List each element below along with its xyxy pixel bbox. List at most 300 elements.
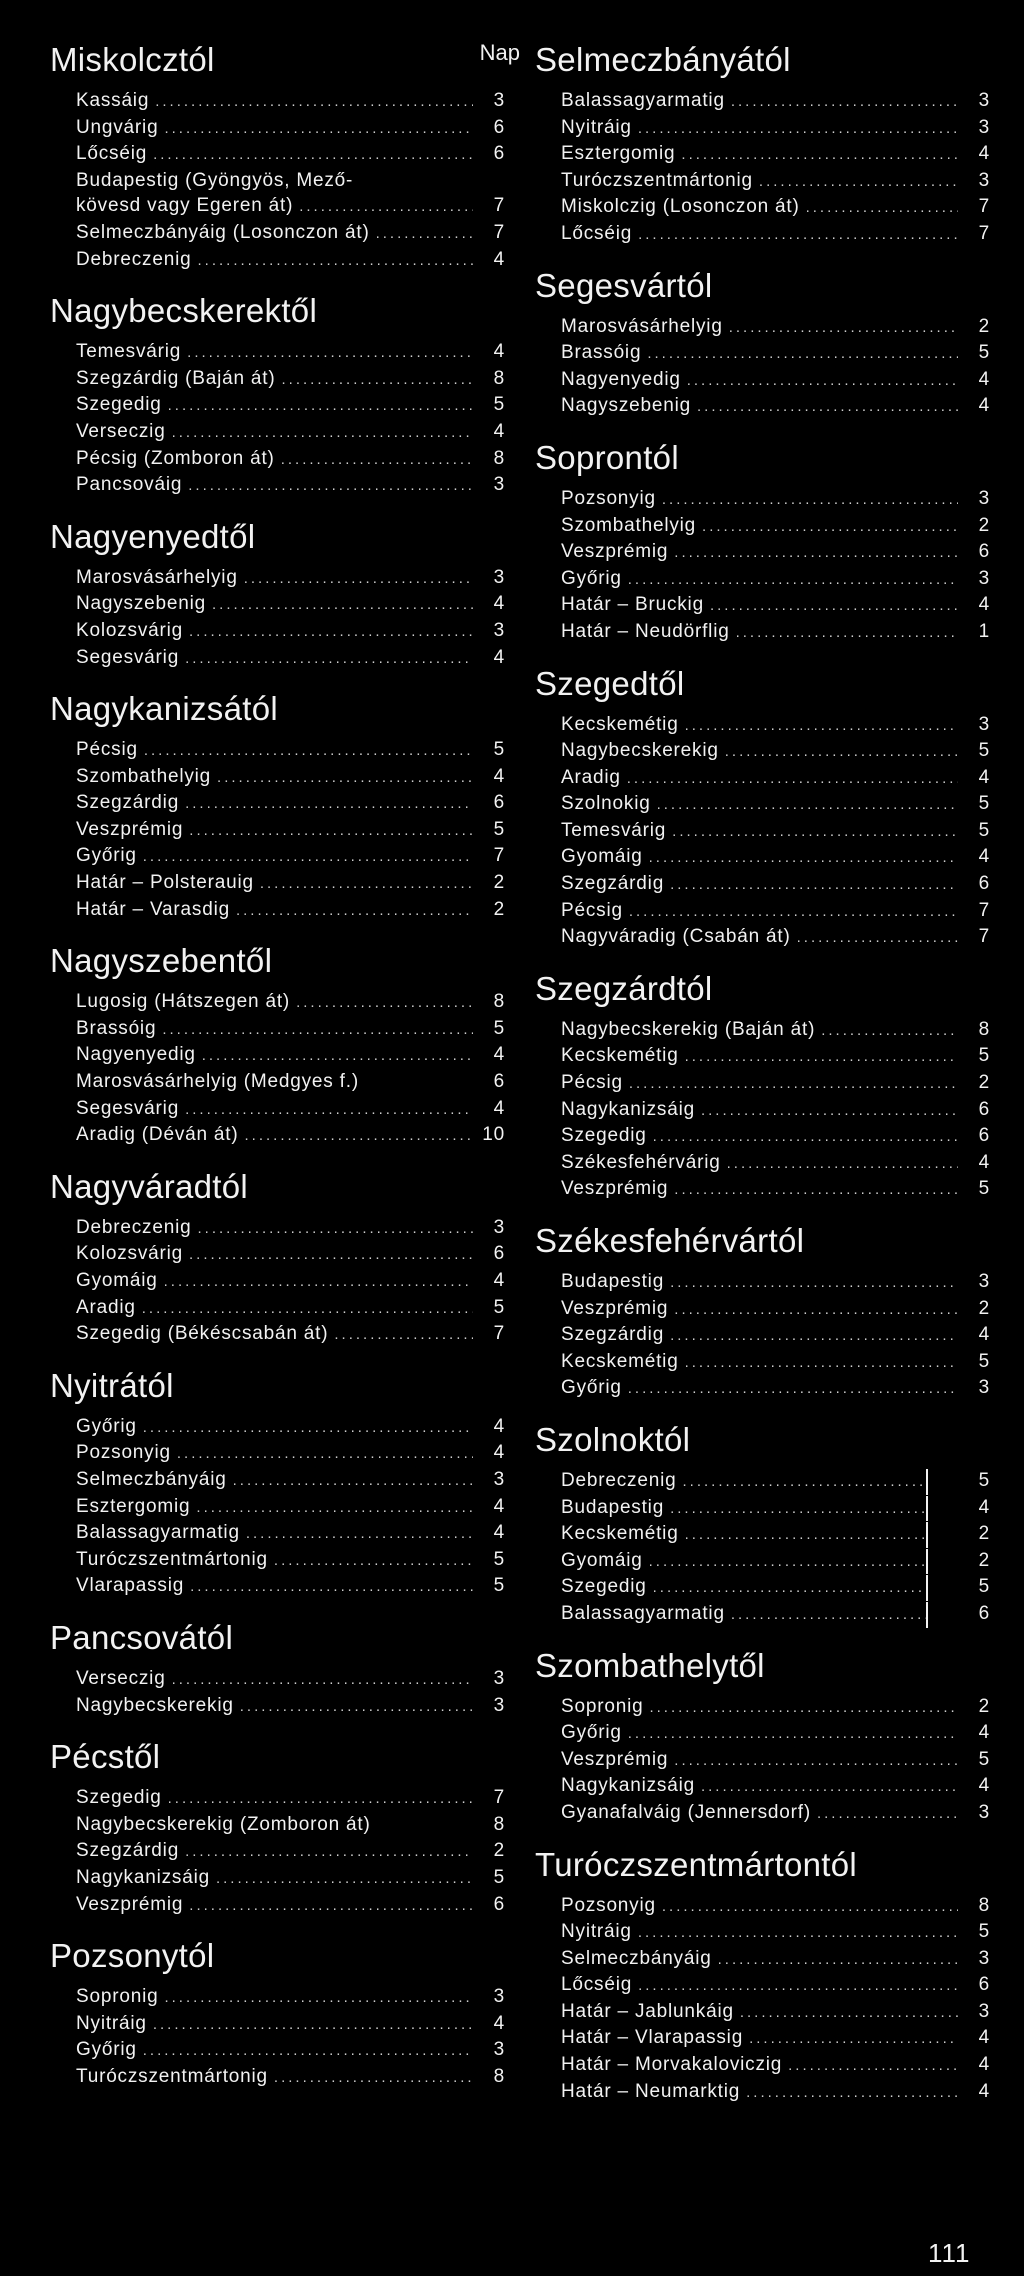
- days-value: 6: [493, 1071, 505, 1093]
- route-entry: [561, 2052, 990, 2079]
- route-entry: [561, 367, 990, 394]
- route-destination: Kassáig: [76, 90, 150, 111]
- route-list: [561, 1694, 990, 1827]
- days-value: 5: [493, 1548, 505, 1570]
- dot-leader: [653, 1575, 928, 1601]
- dot-leader: [702, 514, 958, 540]
- route-destination: Gyomáig: [561, 1549, 643, 1571]
- route-destination: Győrig: [561, 1722, 622, 1744]
- route-entry: [561, 738, 990, 765]
- route-entry: [561, 168, 990, 195]
- route-destination: Veszprémig: [561, 1748, 669, 1770]
- route-list: [561, 1017, 990, 1203]
- route-entry: [561, 1150, 990, 1177]
- route-destination: Pozsonyig: [76, 1442, 171, 1464]
- dot-leader: [187, 340, 473, 366]
- section-heading-row: [535, 1215, 990, 1269]
- days-value: 5: [493, 394, 505, 416]
- route-entry: [76, 870, 505, 897]
- dot-leader: [155, 89, 473, 115]
- section-soprontol: [535, 432, 990, 646]
- days-value: 7: [978, 222, 990, 244]
- route-destination: Határ – Bruckig: [561, 594, 704, 616]
- route-entry: [76, 220, 505, 247]
- days-value: 4: [978, 1775, 990, 1797]
- dot-leader: [185, 1839, 473, 1865]
- route-entry: [561, 314, 990, 341]
- days-value: 10: [482, 1124, 505, 1146]
- days-value: 6: [493, 116, 505, 138]
- dot-leader: [143, 844, 473, 870]
- days-value: 8: [493, 367, 505, 389]
- route-entry: [561, 1574, 990, 1601]
- route-entry: [76, 1892, 505, 1919]
- dot-leader: [817, 1801, 958, 1827]
- route-destination: Lőcséig: [561, 222, 633, 244]
- days-value: 6: [978, 541, 990, 563]
- route-destination: Határ – Neudörflig: [561, 620, 730, 642]
- days-value: 4: [493, 1097, 505, 1119]
- days-value: 3: [978, 90, 990, 111]
- section-nyitratol: [50, 1360, 505, 1600]
- route-list: [561, 486, 990, 646]
- dot-leader: [806, 195, 958, 221]
- days-value: 5: [493, 739, 505, 761]
- days-value: 5: [978, 342, 990, 364]
- route-destination: Győrig: [76, 2039, 137, 2061]
- days-value: 6: [493, 1243, 505, 1265]
- route-destination: Veszprémig: [561, 541, 669, 563]
- days-value: 8: [493, 447, 505, 469]
- days-value: 5: [978, 1469, 990, 1491]
- route-destination: Ungvárig: [76, 116, 159, 138]
- route-entry: [561, 1349, 990, 1376]
- dot-leader: [685, 1350, 958, 1376]
- route-entry: [76, 1547, 505, 1574]
- days-value: 5: [978, 793, 990, 815]
- section-nagyszebentol: [50, 935, 505, 1149]
- route-entry: [76, 1785, 505, 1812]
- section-miskolcztol: [50, 34, 520, 273]
- dot-leader: [662, 487, 958, 513]
- route-entry: [561, 898, 990, 925]
- route-entry: [76, 1215, 505, 1242]
- route-entry: [561, 1548, 990, 1575]
- route-destination: Nagybecskerekig (Baján át): [561, 1018, 816, 1040]
- route-entry: [76, 1494, 505, 1521]
- route-entry: [561, 1123, 990, 1150]
- days-value: 3: [493, 1667, 505, 1689]
- route-entry: [76, 897, 505, 924]
- route-destination: Szegedig: [561, 1125, 647, 1147]
- dot-leader: [189, 1242, 473, 1268]
- route-destination: Balassagyarmatig: [561, 90, 725, 111]
- route-destination: Debreczenig: [561, 1469, 677, 1491]
- route-list: [76, 989, 505, 1149]
- dot-leader: [177, 1441, 473, 1467]
- route-destination: Nagykanizsáig: [561, 1098, 695, 1120]
- route-entry: [561, 141, 990, 168]
- section-heading-row: [50, 935, 505, 989]
- route-entry: [76, 1069, 505, 1096]
- route-destination: Gyanafalváig (Jennersdorf): [561, 1801, 811, 1823]
- dot-leader: [674, 1748, 958, 1774]
- dot-leader: [216, 1866, 473, 1892]
- section-heading-row: [50, 1731, 505, 1785]
- dot-leader: [749, 2026, 958, 2052]
- days-value: 5: [978, 1178, 990, 1200]
- route-entry: [561, 619, 990, 646]
- route-destination: Nagybecskerekig: [561, 740, 719, 762]
- section-heading-row: [535, 658, 990, 712]
- route-destination: Veszprémig: [561, 1178, 669, 1200]
- days-value: 3: [493, 1468, 505, 1490]
- dot-leader: [185, 1097, 473, 1123]
- section-title: Segesvártól: [535, 266, 713, 304]
- route-destination: Szombathelyig: [76, 765, 212, 787]
- route-entry: [76, 618, 505, 645]
- dot-leader: [725, 739, 958, 765]
- days-value: 5: [493, 818, 505, 840]
- days-value: 4: [493, 646, 505, 668]
- route-list: [76, 1414, 505, 1600]
- route-destination: Győrig: [561, 1377, 622, 1399]
- dot-leader: [153, 2012, 473, 2038]
- dot-leader: [638, 222, 958, 248]
- route-destination: Aradig (Déván át): [76, 1124, 239, 1146]
- days-value: 4: [493, 420, 505, 442]
- days-value: 3: [493, 474, 505, 496]
- route-entry: [561, 1269, 990, 1296]
- dot-leader: [164, 1985, 473, 2011]
- route-destination: Nyitráig: [561, 1921, 632, 1943]
- section-heading-row: [535, 963, 990, 1017]
- dot-leader: [260, 871, 473, 897]
- route-destination-continued: [76, 193, 505, 220]
- dot-leader: [649, 1549, 928, 1575]
- route-destination: Debreczenig: [76, 248, 192, 270]
- route-destination: Nyitráig: [76, 2012, 147, 2034]
- days-value: 5: [978, 740, 990, 762]
- route-entry: [561, 1893, 990, 1920]
- route-destination: Nagyenyedig: [561, 368, 681, 390]
- days-value: 4: [978, 1324, 990, 1346]
- days-value: 4: [978, 1722, 990, 1744]
- section-title: Nagykanizsától: [50, 690, 278, 728]
- route-destination: Nagybecskerekig (Zomboron át): [76, 1813, 371, 1835]
- route-entry: [561, 1720, 990, 1747]
- route-entry: [76, 1984, 505, 2011]
- route-entry: [561, 818, 990, 845]
- days-value: 3: [978, 567, 990, 589]
- days-value: 6: [978, 1125, 990, 1147]
- route-entry: [561, 1999, 990, 2026]
- route-entry: [561, 844, 990, 871]
- days-value: 3: [493, 1694, 505, 1716]
- dot-leader: [672, 819, 958, 845]
- section-heading-row: [50, 511, 505, 565]
- dot-leader: [164, 1269, 473, 1295]
- route-destination: Selmeczbányáig: [76, 1468, 227, 1490]
- route-destination: Sopronig: [561, 1695, 644, 1717]
- section-title: Nyitrától: [50, 1366, 174, 1404]
- route-destination: Határ – Polsterauig: [76, 872, 254, 894]
- days-value: 7: [978, 196, 990, 218]
- days-value: 3: [978, 1947, 990, 1969]
- days-value: 7: [493, 845, 505, 867]
- days-value: 4: [493, 341, 505, 363]
- route-entry: [76, 1268, 505, 1295]
- section-heading-row: [50, 1360, 505, 1414]
- days-value: 2: [978, 1695, 990, 1717]
- section-turoczszentmartontol: [535, 1839, 990, 2106]
- route-destination: Szegzárdig: [561, 873, 665, 895]
- route-entry: [76, 1666, 505, 1693]
- dot-leader: [202, 1043, 473, 1069]
- days-value: 6: [493, 1893, 505, 1915]
- days-value: 2: [978, 514, 990, 536]
- route-destination: Veszprémig: [76, 1893, 184, 1915]
- route-entry: [561, 393, 990, 420]
- section-heading-row: [535, 1640, 990, 1694]
- route-destination: Segesvárig: [76, 1097, 180, 1119]
- days-value: 4: [493, 765, 505, 787]
- route-entry: [561, 88, 990, 115]
- route-destination: Pozsonyig: [561, 1894, 656, 1916]
- route-destination: Pécsig: [76, 739, 138, 761]
- section-title: Soprontól: [535, 438, 679, 476]
- route-entry: [76, 790, 505, 817]
- route-entry: [76, 817, 505, 844]
- route-list: [76, 1215, 505, 1348]
- dot-leader: [212, 592, 473, 618]
- days-value: 4: [493, 2012, 505, 2034]
- route-entry: [76, 1520, 505, 1547]
- dot-leader: [197, 248, 473, 274]
- route-destination: Pécsig: [561, 1072, 623, 1094]
- route-destination-line2: kövesd vagy Egeren át): [76, 195, 294, 217]
- days-value: 4: [978, 594, 990, 616]
- section-heading-row: [50, 1612, 505, 1666]
- days-value: 8: [493, 2065, 505, 2087]
- days-value: 4: [978, 2027, 990, 2049]
- route-destination: Nagyváradig (Csabán át): [561, 926, 791, 948]
- section-pancsovatol: [50, 1612, 505, 1719]
- route-destination: Szegedig: [561, 1576, 647, 1598]
- section-title: Szombathelytől: [535, 1646, 765, 1684]
- dot-leader: [649, 1695, 958, 1721]
- section-nagyenyedtol: [50, 511, 505, 671]
- route-list: [561, 88, 990, 248]
- days-value: 4: [978, 368, 990, 390]
- route-destination: Selmeczbányáig (Losonczon át): [76, 221, 370, 243]
- route-entry: [76, 1096, 505, 1123]
- dot-leader: [718, 1947, 958, 1973]
- section-szegzardtol: [535, 963, 990, 1203]
- section-nagyvaradtol: [50, 1161, 505, 1348]
- route-destination: Kecskemétig: [561, 713, 679, 735]
- dot-leader: [245, 1123, 473, 1149]
- route-entry: [561, 1017, 990, 1044]
- section-title: Pécstől: [50, 1738, 161, 1776]
- dot-leader: [647, 341, 958, 367]
- dot-leader: [740, 2000, 958, 2026]
- days-value: 3: [978, 169, 990, 191]
- section-segesvartol: [535, 260, 990, 420]
- route-list: [561, 712, 990, 951]
- days-value: 7: [978, 926, 990, 948]
- route-entry: [76, 1865, 505, 1892]
- route-entry: [76, 2064, 505, 2091]
- route-entry: [561, 486, 990, 513]
- route-destination: Turóczszentmártonig: [561, 169, 753, 191]
- route-entry: [561, 1176, 990, 1203]
- route-destination: Temesvárig: [76, 341, 182, 363]
- route-destination: Szegzárdig (Baján át): [76, 367, 276, 389]
- days-value: 6: [978, 1098, 990, 1120]
- days-value: 2: [978, 1549, 990, 1571]
- days-value: 8: [493, 1813, 505, 1835]
- route-entry: [561, 1694, 990, 1721]
- dot-leader: [164, 116, 473, 142]
- route-destination: Nyitráig: [561, 116, 632, 138]
- days-value: 7: [493, 195, 505, 217]
- days-value: 5: [493, 1017, 505, 1039]
- route-destination: Határ – Morvakaloviczig: [561, 2054, 783, 2076]
- section-heading-row: [535, 1839, 990, 1893]
- dot-leader: [196, 1495, 473, 1521]
- route-list: [76, 1785, 505, 1918]
- days-value: 8: [978, 1894, 990, 1916]
- route-destination: Miskolczig (Losonczon át): [561, 196, 800, 218]
- dot-leader: [217, 765, 473, 791]
- route-list: [76, 339, 505, 499]
- days-value: 3: [978, 1271, 990, 1292]
- section-title: Miskolcztól: [50, 41, 215, 78]
- days-value: 5: [978, 819, 990, 841]
- dot-leader: [629, 1071, 958, 1097]
- days-value: 7: [493, 1323, 505, 1345]
- dot-leader: [670, 1270, 958, 1296]
- dot-leader: [797, 925, 958, 951]
- days-value: 8: [978, 1018, 990, 1040]
- route-entry: [76, 366, 505, 393]
- route-destination: Balassagyarmatig: [561, 1602, 725, 1624]
- route-entry: [561, 592, 990, 619]
- days-value: 5: [978, 1921, 990, 1943]
- route-entry: [561, 2025, 990, 2052]
- dot-leader: [296, 990, 473, 1016]
- days-value: 3: [978, 2000, 990, 2022]
- dot-leader: [681, 142, 958, 168]
- dot-leader: [731, 89, 958, 115]
- dot-leader: [670, 872, 958, 898]
- section-title: Selmeczbányától: [535, 41, 791, 78]
- days-value: 4: [978, 2080, 990, 2102]
- dot-leader: [142, 1296, 473, 1322]
- dot-leader: [153, 142, 473, 168]
- days-value: 3: [493, 566, 505, 588]
- route-entry: [561, 871, 990, 898]
- dot-leader: [701, 1098, 958, 1124]
- dot-leader: [685, 713, 958, 739]
- route-entry: [561, 1521, 990, 1548]
- dot-leader: [143, 2038, 473, 2064]
- route-destination: Szombathelyig: [561, 514, 697, 536]
- route-entry: [561, 221, 990, 248]
- section-nagybecskerektol: [50, 285, 505, 499]
- route-entry: [76, 115, 505, 142]
- route-entry: [76, 88, 505, 115]
- section-heading-row: [535, 34, 990, 88]
- dot-leader: [185, 791, 473, 817]
- route-destination: Pécsig: [561, 899, 623, 921]
- days-value: 5: [493, 1296, 505, 1318]
- route-list: [561, 314, 990, 420]
- section-title: Szegzárdtól: [535, 969, 713, 1007]
- route-list: [76, 1666, 505, 1719]
- section-title: Székesfehérvártól: [535, 1222, 805, 1259]
- route-entry: [76, 843, 505, 870]
- days-value: 3: [978, 713, 990, 735]
- route-destination: Marosvásárhelyig: [76, 566, 238, 588]
- dot-leader: [682, 1469, 928, 1495]
- route-entry: [561, 340, 990, 367]
- days-value: 5: [493, 1575, 505, 1597]
- dot-leader: [746, 2080, 958, 2106]
- dot-leader: [162, 1017, 473, 1043]
- route-destination: Győrig: [76, 1415, 137, 1437]
- days-value: 4: [978, 143, 990, 165]
- route-destination: Szegzárdig: [76, 1840, 180, 1862]
- days-value: 5: [978, 1045, 990, 1067]
- days-value: 2: [978, 1297, 990, 1319]
- route-destination: Győrig: [76, 845, 137, 867]
- days-value: 4: [493, 1415, 505, 1437]
- route-destination: Határ – Varasdig: [76, 898, 230, 920]
- days-value: 4: [493, 1270, 505, 1291]
- days-value: 3: [493, 619, 505, 641]
- dot-leader: [274, 2065, 473, 2091]
- route-destination: Szolnokig: [561, 793, 651, 815]
- route-entry: [561, 1773, 990, 1800]
- dot-leader: [628, 1721, 958, 1747]
- route-entry: [76, 1440, 505, 1467]
- route-entry: [561, 1097, 990, 1124]
- days-value: 1: [978, 620, 990, 642]
- dot-leader: [274, 1548, 473, 1574]
- dot-leader: [376, 221, 473, 247]
- route-destination: Balassagyarmatig: [76, 1522, 240, 1544]
- route-destination: Nagybecskerekig: [76, 1694, 234, 1716]
- section-szolnoktol: [535, 1414, 990, 1628]
- route-destination: Győrig: [561, 567, 622, 589]
- dot-leader: [236, 898, 473, 924]
- route-destination: Gyomáig: [561, 846, 643, 868]
- route-destination: Szegzárdig: [76, 792, 180, 814]
- dot-leader: [168, 393, 473, 419]
- route-destination: Verseczig: [76, 1667, 166, 1689]
- route-destination: Kolozsvárig: [76, 619, 184, 641]
- days-value: 5: [493, 1866, 505, 1888]
- section-nagykanizsatol: [50, 683, 505, 923]
- dot-leader: [670, 1323, 958, 1349]
- route-destination: Szegedig (Békéscsabán át): [76, 1323, 329, 1345]
- days-value: 3: [978, 1377, 990, 1399]
- dot-leader: [168, 1786, 473, 1812]
- left-column: [50, 34, 520, 2102]
- dot-leader: [729, 315, 958, 341]
